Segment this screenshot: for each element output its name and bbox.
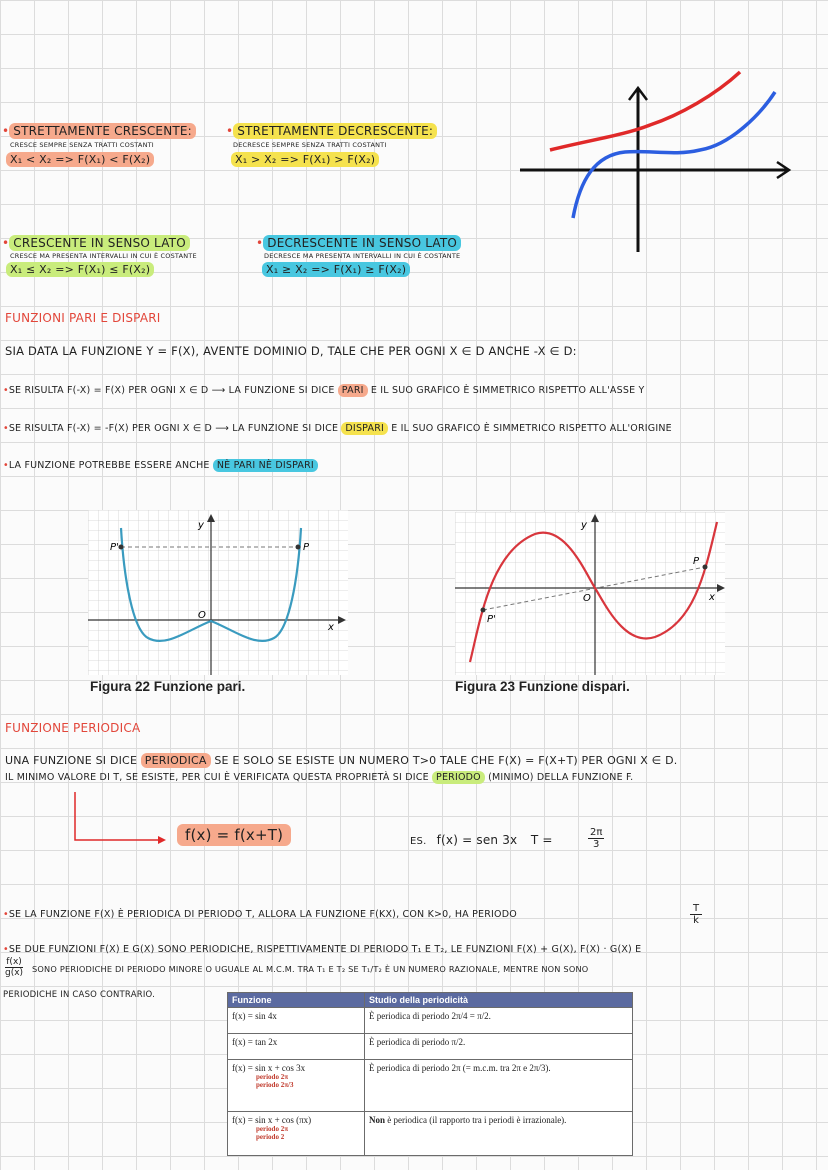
pari-dispari-heading: FUNZIONI PARI E DISPARI (5, 311, 161, 325)
strict-increasing-title: • STRETTAMENTE CRESCENTE: (2, 124, 196, 138)
wide-decreasing-title: • DECRESCENTE IN SENSO LATO (256, 236, 461, 250)
table-period-annotation-1: periodo 2π (256, 1073, 289, 1081)
wide-increasing-desc: CRESCE MA PRESENTA INTERVALLI IN CUI È COSTANTE (10, 252, 197, 260)
table-cell-function: f(x) = tan 2x (228, 1034, 365, 1060)
table-row (228, 1008, 633, 1034)
dispari-highlight: DISPARI (341, 422, 388, 435)
table-header-row (228, 993, 633, 1008)
fig22-label-o: O (198, 610, 206, 621)
figure-23-caption: Figura 23 Funzione dispari. (455, 679, 630, 694)
periodica-definition: UNA FUNZIONE SI DICE PERIODICA SE E SOLO SE ESISTE UN NUMERO T>0 TALE CHE F(X) = F(X+T) PER OGNI X ∈ D. (5, 754, 678, 767)
rule1-fraction: T k (690, 903, 702, 926)
pari-highlight: PARI (338, 384, 368, 397)
fig22-label-x: x (328, 622, 334, 633)
wide-decreasing-desc: DECRESCE MA PRESENTA INTERVALLI IN CUI È COSTANTE (264, 252, 461, 260)
periodica-rule-2-line-1: •SE DUE FUNZIONI F(X) E G(X) SONO PERIODICHE, RISPETTIVAMENTE DI PERIODO T₁ E T₂, LE FUNZIONI F(X) + G(X), F(X) · G(X) E (3, 944, 642, 955)
table-cell-study: È periodica di periodo 2π/4 = π/2. (365, 1008, 633, 1034)
periodo-highlight: PERIODO (432, 771, 485, 784)
periodicity-table (227, 992, 633, 1156)
table-header-studio: Studio della periodicità (365, 993, 633, 1008)
table-header-funzione: Funzione (228, 993, 365, 1008)
periodica-example: ES. f(x) = sen 3x T = (410, 833, 553, 847)
table-cell-study: È periodica di periodo 2π (= m.c.m. tra 2π e 2π/3). (365, 1060, 633, 1112)
strict-decreasing-title: • STRETTAMENTE DECRESCENTE: (226, 124, 437, 138)
fig23-label-x: x (709, 592, 715, 603)
fig22-label-y: y (198, 520, 204, 531)
dispari-rule: •SE RISULTA F(-X) = -F(X) PER OGNI X ∈ D ⟶ LA FUNZIONE SI DICE DISPARI E IL SUO GRAFICO È SIMMETRICO RISPETTO ALL'ORIGINE (3, 423, 672, 434)
table-cell-function: f(x) = sin x + cos 3x periodo 2π periodo 2π/3 (228, 1060, 365, 1112)
table-cell-function: f(x) = sin 4x (228, 1008, 365, 1034)
strict-decreasing-desc: DECRESCE SEMPRE SENZA TRATTI COSTANTI (233, 141, 387, 149)
periodica-rule-1: •SE LA FUNZIONE F(X) È PERIODICA DI PERIODO T, ALLORA LA FUNZIONE F(KX), CON K>0, HA PERIODO (3, 909, 517, 920)
periodica-boxed-formula: f(x) = f(x+T) (177, 826, 291, 844)
pari-dispari-intro: SIA DATA LA FUNZIONE Y = F(X), AVENTE DOMINIO D, TALE CHE PER OGNI X ∈ D ANCHE -X ∈ D: (5, 344, 577, 358)
fig23-point-p-prime (481, 608, 486, 613)
figure-23-graph (455, 512, 725, 675)
sketch-blue-curve (573, 92, 775, 218)
table-row (228, 1112, 633, 1156)
figure-22-caption: Figura 22 Funzione pari. (90, 679, 246, 694)
pari-rule: •SE RISULTA F(-X) = F(X) PER OGNI X ∈ D ⟶ LA FUNZIONE SI DICE PARI E IL SUO GRAFICO È SIMMETRICO RISPETTO ALL'ASSE Y (3, 385, 645, 396)
wide-decreasing-formula: X₁ ≥ X₂ => F(X₁) ≥ F(X₂) (262, 263, 410, 276)
wide-increasing-title: • CRESCENTE IN SENSO LATO (2, 236, 190, 250)
strict-increasing-formula: X₁ < X₂ => F(X₁) < F(X₂) (6, 153, 154, 166)
example-period-fraction: 2π 3 (590, 827, 603, 850)
wide-increasing-formula: X₁ ≤ X₂ => F(X₁) ≤ F(X₂) (6, 263, 154, 276)
neither-highlight: NÈ PARI NÈ DISPARI (213, 459, 318, 472)
fig22-label-p-prime: P' (110, 542, 119, 553)
table-period-annotation-1: periodo 2π (256, 1125, 289, 1133)
strict-decreasing-formula: X₁ > X₂ => F(X₁) > F(X₂) (231, 153, 379, 166)
periodica-rule-2-line-3: PERIODICHE IN CASO CONTRARIO. (3, 990, 155, 1000)
monotonic-sketch (515, 70, 805, 260)
periodica-arrow (70, 790, 170, 850)
fig23-point-p (703, 565, 708, 570)
fig22-label-p: P (303, 542, 310, 553)
figure-22-graph (88, 510, 348, 675)
fig22-point-p-prime (119, 545, 124, 550)
periodica-rule-2-line-2: SONO PERIODICHE DI PERIODO MINORE O UGUALE AL M.C.M. TRA T₁ E T₂ SE T₁/T₂ È UN NUMERO RAZIONALE, MENTRE NON SONO (32, 964, 589, 974)
rule2-fraction: f(x) g(x) (5, 957, 24, 978)
fig23-label-o: O (583, 593, 591, 604)
fig23-label-y: y (581, 520, 587, 531)
periodica-heading: FUNZIONE PERIODICA (5, 721, 141, 735)
table-period-annotation-2: periodo 2 (256, 1133, 285, 1141)
fig22-point-p (296, 545, 301, 550)
table-cell-study: È periodica di periodo π/2. (365, 1034, 633, 1060)
arrow-right-icon (158, 836, 166, 844)
table-row (228, 1060, 633, 1112)
table-cell-study: Non è periodica (il rapporto tra i periodi è irrazionale). (365, 1112, 633, 1156)
periodo-definition: IL MINIMO VALORE DI T, SE ESISTE, PER CUI È VERIFICATA QUESTA PROPRIETÀ SI DICE PERIODO (MINIMO) DELLA FUNZIONE F. (5, 772, 634, 783)
periodica-highlight: PERIODICA (141, 753, 211, 768)
strict-increasing-desc: CRESCE SEMPRE SENZA TRATTI COSTANTI (10, 141, 154, 149)
table-row (228, 1034, 633, 1060)
neither-rule: •LA FUNZIONE POTREBBE ESSERE ANCHE NÈ PARI NÈ DISPARI (3, 460, 318, 471)
table-cell-function: f(x) = sin x + cos (πx) periodo 2π periodo 2 (228, 1112, 365, 1156)
sketch-red-curve (550, 72, 740, 150)
table-period-annotation-2: periodo 2π/3 (256, 1081, 294, 1089)
fig23-label-p: P (693, 556, 700, 567)
fig23-label-p-prime: P' (487, 614, 496, 625)
